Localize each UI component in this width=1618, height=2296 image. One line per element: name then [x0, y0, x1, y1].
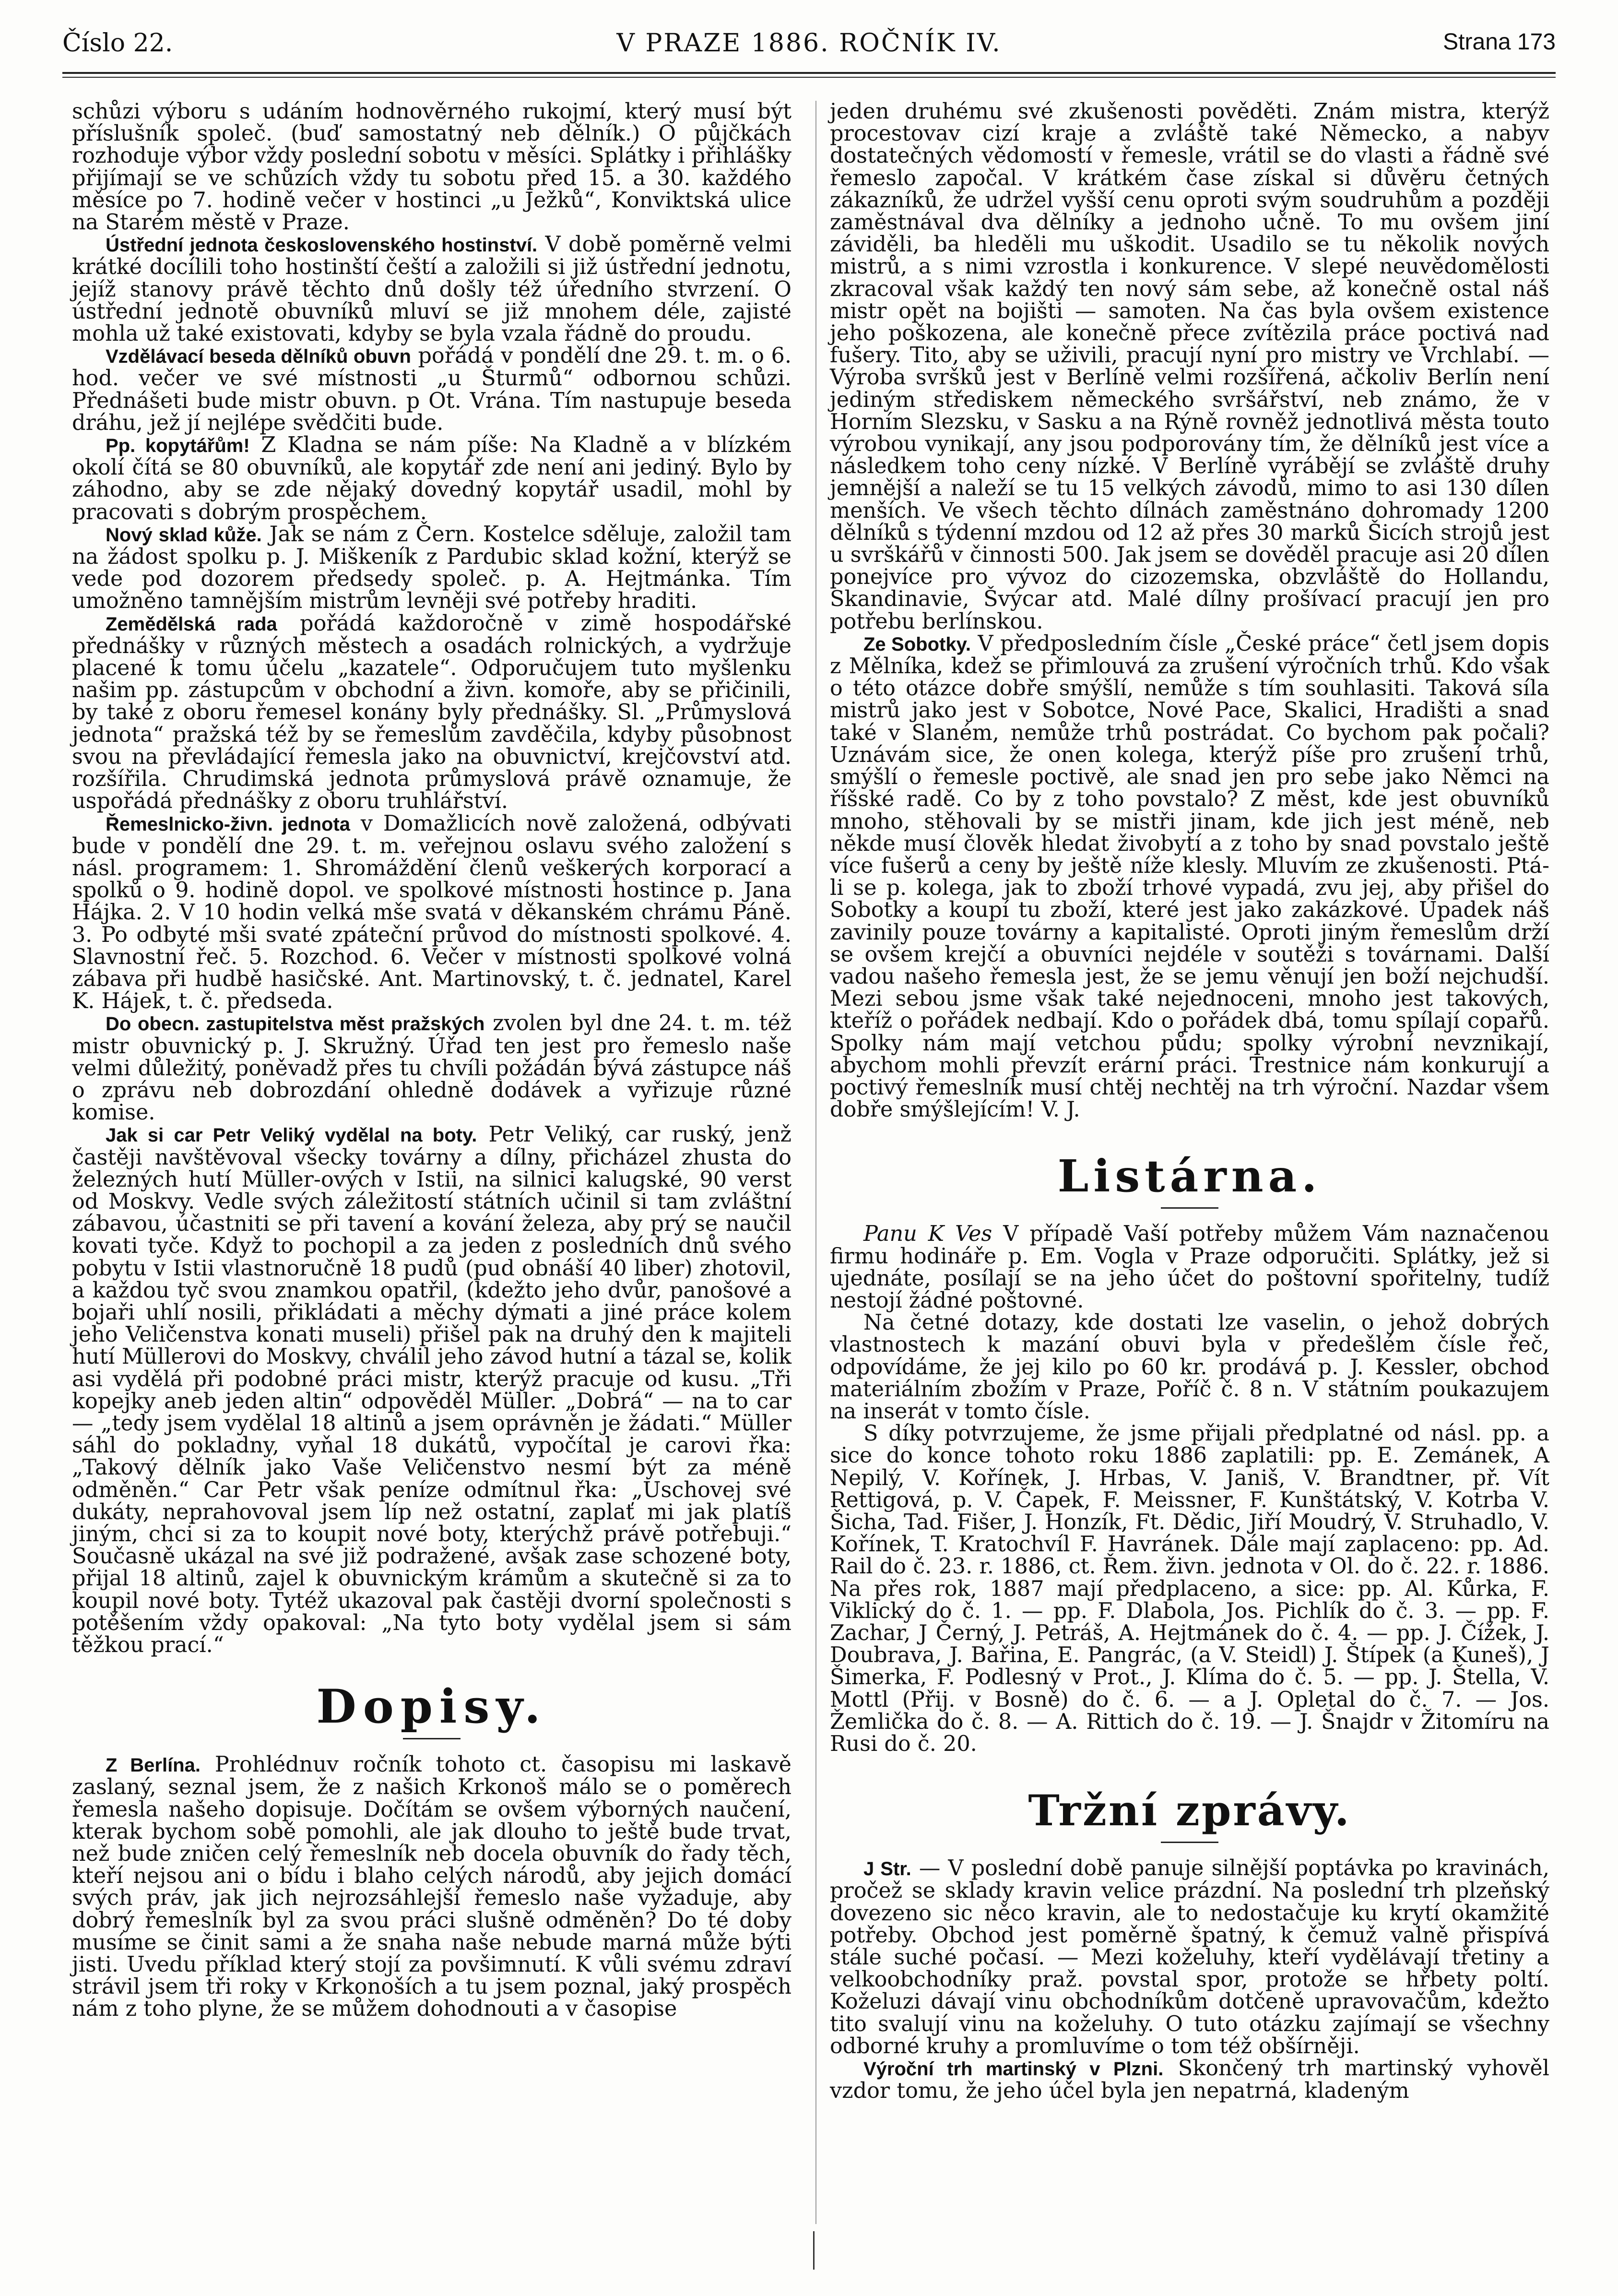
section-underline [403, 1738, 461, 1739]
paragraph [72, 523, 791, 613]
right-column [830, 101, 1549, 2102]
paragraph-heading: Řemeslnicko-živn. jednota [106, 813, 351, 835]
paragraph-text: — V poslední době panuje silnější poptávka po kravinách, pročež se sklady kravin velice prázdní. Na poslední trh plzeňský dovezeno sic něco kravin, ale to nedostačuje ku krytí okamžité potřeby. Obchod jest poměrně špatný, k čemuž valně přispívá stále suché počasí. — Mezi koželuhy, kteří vydělávají třetiny a velkoobchodníky praž. povstal spor, protože se hřbety poltí. Koželuzi dávají vinu obchodníkům dotčeně upravovačům, kdežto tito svalují vinu na koželuhy. O tuto otázku zajímají se všechny odborné kruhy a promluvíme o tom též obšírněji. [830, 1856, 1549, 2058]
section-title: Tržní zprávy. [1028, 1785, 1351, 1836]
paragraph [830, 1223, 1549, 1312]
paragraph-text: pořádá v pondělí dne 29. t. m. o 6. hod. večer ve své místnosti „u Šturmů“ odbornou schůzi. Přednášeti bude mistr obuvn. p Ot. Vrána. Tím nastupuje beseda dráhu, jež jí nejlépe svědčiti bude. [72, 344, 792, 435]
header-rule-thin [62, 77, 1556, 78]
paragraph [72, 1012, 791, 1124]
paragraph [72, 1124, 791, 1656]
paragraph [72, 613, 791, 813]
paragraph-heading: Panu K Ves [863, 1222, 992, 1247]
paragraph-text: Jak se nám z Čern. Kostelce sděluje, založil tam na žádost spolku p. J. Miškeník z Pardubic sklad kožní, kterýž se vede pod dozorem předsedy společ. p. A. Hejtmánka. Tím umožněno tamnějším mistrům levněji své potřeby hraditi. [72, 522, 791, 614]
section-title: Dopisy. [316, 1679, 547, 1734]
paragraph [830, 633, 1549, 1121]
paragraph-heading: Výroční trh martinský v Plzni. [863, 2058, 1164, 2080]
paragraph-heading: Pp. kopytářům! [106, 435, 250, 457]
issue-number: Číslo 22. [62, 29, 173, 58]
paragraph-text: Z Kladna se nám píše: Na Kladně a v blízkém okolí čítá se 80 obuvníků, ale kopytář zde není ani jediný. Bylo by záhodno, aby se zde nějaký dovedný kopytář usadil, mohl by pracovati s dobrým prospěchem. [72, 433, 791, 524]
footer-mark [813, 2231, 815, 2270]
paragraph [72, 345, 791, 434]
paragraph: schůzi výboru s udáním hodnověrného rukojmí, který musí být příslušník společ. (buď samostatný neb dělník.) O půjčkách rozhoduje výbor vždy poslední sobotu v měsíci. Splátky i přihlášky přijímají se ve schůzích vždy tu sobotu před 15. a 30. každého měsíce po 7. hodině večer v hostinci „u Ježků“, Konviktská ulice na Starém městě v Praze. [72, 99, 791, 235]
paragraph: Na četné dotazy, kde dostati lze vaselin, o jehož dobrých vlastnostech k mazání obuvi byla v předešlém čísle řeč, odpovídáme, že jej kilo po 60 kr. prodává p. J. Kessler, obchod materiálním zbožím v Praze, Poříč č. 8 n. V státním poukazujem na inserát v tomto čísle. [830, 1310, 1549, 1424]
paragraph: jeden druhému své zkušenosti pověděti. Znám mistra, kterýž procestovav cizí kraje a zvláště také Německo, a nabyv dostatečných vědomostí v řemesle, vrátil se do vlasti a řádně své řemeslo započal. V krátkém čase získal si důvěru četných zákazníků, že udržel vyšší cenu oproti svým soudruhům a později zaměstnával dva dělníky a jednoho učně. To mu ovšem jiní záviděli, ba hleděli mu uškodit. Usadilo se tu několik nových mistrů, a s nimi vzrostla i konkurence. V slepé neuvědomělosti zkracoval však každý ten nový sám sebe, až konečně ostal náš mistr opět na bojišti — samoten. Na čas byla ovšem existence jeho poškozena, ale konečně přece zvítězila práce poctivá nad fušery. Tito, aby se uživili, pracují nyní pro mistry ve Vrchlabí. — Výroba svršků jest v Berlíně velmi rozšířená, ačkoliv Berlín není jediným střediskem německého svršářství, neb známo, že v Horním Slezsku, v Sasku a na Rýně rovněž jednotlivá města touto výrobou vynikají, any jsou podporovány tím, že dělníků jest více a následkem toho ceny nízké. V Berlíně vyrábějí se zvláště druhy jemnější a naleží se tu 15 velkých závodů, mimo to asi 130 dílen menších. Ve všech těchto dílnách zaměstnáno dohromady 1200 dělníků s týdenní mzdou od 12 až přes 30 marků Šicích strojů jest u svrškářů v činnosti 500. Jak jsem se dověděl pracuje asi 20 dílen ponejvíce pro vývoz do cizozemska, obzvláště do Hollandu, Skandinavie, Švýcar atd. Malé dílny prošívací pracují jen pro potřebu berlínskou. [830, 99, 1550, 634]
paragraph [72, 1754, 791, 2020]
paragraph-heading: Vzdělávací beseda dělníků obuvn [106, 346, 411, 368]
paragraph-heading: Ze Sobotky. [863, 633, 971, 655]
section-heading-listarna [830, 1150, 1549, 1209]
paragraph-heading: Ústřední jednota československého hostinství. [106, 235, 538, 256]
paragraph [830, 1857, 1549, 2058]
paragraph-heading: J Str. [863, 1858, 911, 1880]
section-underline [1161, 1842, 1218, 1843]
page-number: Strana 173 [1443, 29, 1556, 55]
paragraph [72, 434, 791, 523]
paragraph [72, 813, 791, 1013]
column-divider [815, 101, 816, 2224]
paragraph-heading: Zemědělská rada [106, 613, 277, 635]
section-underline [1161, 1207, 1218, 1209]
paragraph: S díky potvrzujeme, že jsme přijali předplatné od násl. pp. a sice do konce tohoto roku 1886 zaplatili: pp. E. Zemánek, A Nepilý, V. Kořínek, J. Hrbas, V. Janiš, V. Brandtner, př. Vít Rettigová, p. V. Čapek, F. Meissner, F. Kunštátský, V. Kotrba V. Šicha, Tad. Fišer, J. Honzík, Ft. Dědic, Jiří Moudrý, V. Struhadlo, V. Kořínek, T. Kratochvíl F. Havránek. Dále mají zaplaceno: pp. Ad. Rail do č. 23. r. 1886, ct. Řem. živn. jednota v Ol. do č. 22. r. 1886. Na přes rok, 1887 mají předplaceno, a sice: pp. Al. Kůrka, F. Viklický do č. 1. — pp. F. Dlabola, Jos. Pichlík do č. 3. — pp. F. Zachar, J Černý, J. Petráš, A. Hejtmánek do č. 4. — pp. J. Čížek, J. Doubrava, J. Bařina, E. Pangrác, (a V. Steidl) J. Štípek (a Kuneš), J Šimerka, F. Podlesný v Prot., J. Klíma do č. 5. — pp. J. Štella, V. Mottl (Přij. v Bosně) do č. 6. — a J. Opletal do č. 7. — Jos. Žemlička do č. 8. — A. Rittich do č. 19. — J. Šnajdr v Žitomíru na Rusi do č. 20. [830, 1421, 1549, 1757]
paragraph-heading: Do obecn. zastupitelstva měst pražských [106, 1013, 485, 1035]
paragraph-text: pořádá každoročně v zimě hospodářské přednášky v různých městech a osadách rolnických, a vydržuje placené k tomu účelu „kazatele“. Odporučujem tuto myšlenku našim pp. zástupcům v obchodní a živn. komoře, aby se přičinili, by také z oboru řemesel konány byly přednášky. Sl. „Průmyslová jednota“ pražská též by se řemeslům zavděčila, kdyby působnost svou na převládající řemesla jako na obuvnictví, krejčovství atd. rozšířila. Chrudimská jednota průmyslová právě oznamuje, že uspořádá přednášky z oboru truhlářství. [72, 611, 791, 814]
paragraph-text: Skončený trh martinský vyhověl vzdor tomu, že jeho účel byla jen nepatrná, kladeným [830, 2056, 1549, 2104]
paragraph [830, 2058, 1549, 2102]
issue-date-volume: V PRAZE 1886. ROČNÍK IV. [616, 29, 1002, 58]
paragraph-text: V době poměrně velmi krátké docílili toho hostinští čeští a založili si již ústřední jednotu, jejíž stanovy právě těchto dnů došly též úředního stvrzení. O ústřední jednotě obuvníků mluví se již mnohem déle, zajisté mohla už také existovati, kdyby se byla vzala řádně do proudu. [72, 232, 791, 346]
paragraph-text: V případě Vaší potřeby můžem Vám naznačenou firmu hodináře p. Em. Vogla v Praze odporučiti. Splátky, jež si ujednáte, posílají se na jeho účet do poštovní spořitelny, tudíž nestojí žádné poštovné. [830, 1222, 1549, 1313]
section-heading-dopisy [72, 1680, 791, 1739]
left-column [72, 101, 791, 2021]
paragraph-text: zvolen byl dne 24. t. m. též mistr obuvnický p. J. Skružný. Úřad ten jest pro řemeslo naše velmi důležitý, poněvadž přes tu chvíli požádán bývá zástupce náš o zprávu neb dobrozdání ohledně dodávek a vyřizuje různé komise. [72, 1011, 791, 1125]
paragraph-text: Petr Veliký, car ruský, jenž častěji navštěvoval všecky továrny a dílny, přicházel zhusta do železných hutí Müller-ových v Istii, na silnici kalugské, 90 verst od Moskvy. Vedle svých záležitostí státních učinil si tam zvláštní zábavou, účastniti se při tavení a kování železa, aby prý se naučil kovati tyče. Když to pochopil a za jeden z posledních dnů svého pobytu v Istii vlastnoručně 18 pudů (pud obnáší 40 liber) zhotovil, a každou tyč svou znamkou opatřil, (kdežto jeho dvůr, panošové a bojaři uhlí nosili, přikládati a měchy dýmati a jiné práce kolem jeho Veličenstva konati museli) přišel pak na druhý den k majiteli hutí Müllerovi do Moskvy, chválil jeho závod hutní a tázal se, kolik asi vydělá při podobné práci mistr, kterýž pracuje od kusu. „Tři kopejky aneb jeden altin“ odpověděl Müller. „Dobrá“ — na to car — „tedy jsem vydělal 18 altinů a jsem oprávněn je žádati.“ Müller sáhl do pokladny, vyňal 18 dukátů, vypočítal je carovi řka: „Takový dělník jako Vaše Veličenstvo nesmí být za méně odměněn.“ Car Petr však peníze odmítnul řka: „Uschovej své dukáty, neprahovoval jsem líp než ostatní, zaplať mi jak platíš jiným, chci si za to koupit nové boty, kterýchž právě potřebuji.“ Současně ukázal na své již podražené, avšak zase schozené boty, přijal 18 altinů, zajel k obuvnickým krámům a skutečně si za to koupil nové boty. Tytéž ukazoval pak častěji dvorní společnosti s potěšením vždy opakoval: „Na tyto boty vydělal jsem si sám těžkou prací.“ [72, 1122, 791, 1658]
paragraph-heading: Jak si car Petr Veliký vydělal na boty. [106, 1125, 477, 1146]
paragraph-heading: Nový sklad kůže. [106, 524, 262, 546]
header-rule [62, 72, 1556, 74]
paragraph-text: V předposledním čísle „České práce“ četl jsem dopis z Mělníka, kdež se přimlouvá za zrušení výročních trhů. Kdo však o této otázce dobře smýšlí, nemůže s tím souhlasiti. Taková síla mistrů jako jest v Sobotce, Nové Pace, Skalici, Hradišti a snad také v Slaném, nemůže trhů postrádat. Co bychom pak počali? Uznávám sice, že onen kolega, kterýž píše pro zrušení trhů, smýšlí o řemesle poctivě, ale snad jen pro sebe jako Němci na říšské radě. Co by z toho povstalo? Z měst, kde jest obuvníků mnoho, stěhovali by se mistři jinam, kde jich jest méně, neb někde musí člověk hledat živobytí a z toho by snad povstalo ještě více fušerů a ceny by ještě níže klesly. Mluvím ze zkušenosti. Ptá-li se p. kolega, jak to zboží trhové vypadá, zvu jej, aby přišel do Sobotky a koupí tu zboží, které jest jako zakázkové. Úpadek náš zavinily pouze továrny a kapitalisté. Oproti jiným řemeslům drží se ovšem krejčí a obuvníci nejdéle v soutěži s továrnami. Další vadou našeho řemesla jest, že se jemu věnují jen boží nejchudší. Mezi sebou jsme však také nejednoceni, mnoho jest takových, kteříž o pořádek nedbají. Kdo o pořádek dbá, tomu spílají copařů. Spolky nám mají vetchou půdu; spolky výrobní nevznikají, abychom mohli převzít erární práci. Trestnice nám konkurují a poctivý řemeslník musí chtěj nechtěj na trh výroční. Nazdar všem dobře smýšlejícím! V. J. [830, 631, 1550, 1122]
paragraph [72, 234, 791, 345]
paragraph-text: v Domažlicích nově založená, odbývati bude v pondělí dne 29. t. m. veřejnou oslavu svého založení s násl. programem: 1. Shromáždění členů veškerých korporací a spolků o 9. hodině dopol. ve spolkové místnosti hostince p. Jana Hájka. 2. V 10 hodin velká mše svatá v děkanském chrámu Páně. 3. Po odbyté mši svaté zpáteční průvod do místnosti spolkové. 4. Slavnostní řeč. 5. Rozchod. 6. Večer v místnosti spolkové volná zábava při hudbě hasičské. Ant. Martinovský, t. č. jednatel, Karel K. Hájek, t. č. předseda. [72, 811, 791, 1014]
section-heading-trzni-zpravy [830, 1784, 1549, 1843]
page-header [62, 29, 1556, 62]
paragraph-text: Prohlédnuv ročník tohoto ct. časopisu mi laskavě zaslaný, seznal jsem, že z našich Krkonoš málo se o poměrech řemesla našeho dopisuje. Dočítám se ovšem výborných naučení, kterak bychom sobě pomohli, ale jak dlouho to ještě bude trvat, než bude zničen celý řemeslník neb docela obuvník do řady těch, kteří nejsou ani o bídu i blaho celých národů, aby jejich domácí svých práv, jak jich nejrozsáhlejší řemeslo naše vyžaduje, aby dobrý řemeslník byl za svou práci slušně odměněn? Do té doby musíme se činit sami a že snaha naše nebude marná může býti jisti. Uvedu příklad který stojí za povšimnutí. K vůli svému zdraví strávil jsem tři roky v Krkonoších a tu jsem poznal, jaký prospěch nám z toho plyne, že se můžem dohodnouti a v časopise [72, 1752, 792, 2022]
section-title: Listárna. [1057, 1150, 1322, 1202]
paragraph-heading: Z Berlína. [106, 1755, 201, 1776]
